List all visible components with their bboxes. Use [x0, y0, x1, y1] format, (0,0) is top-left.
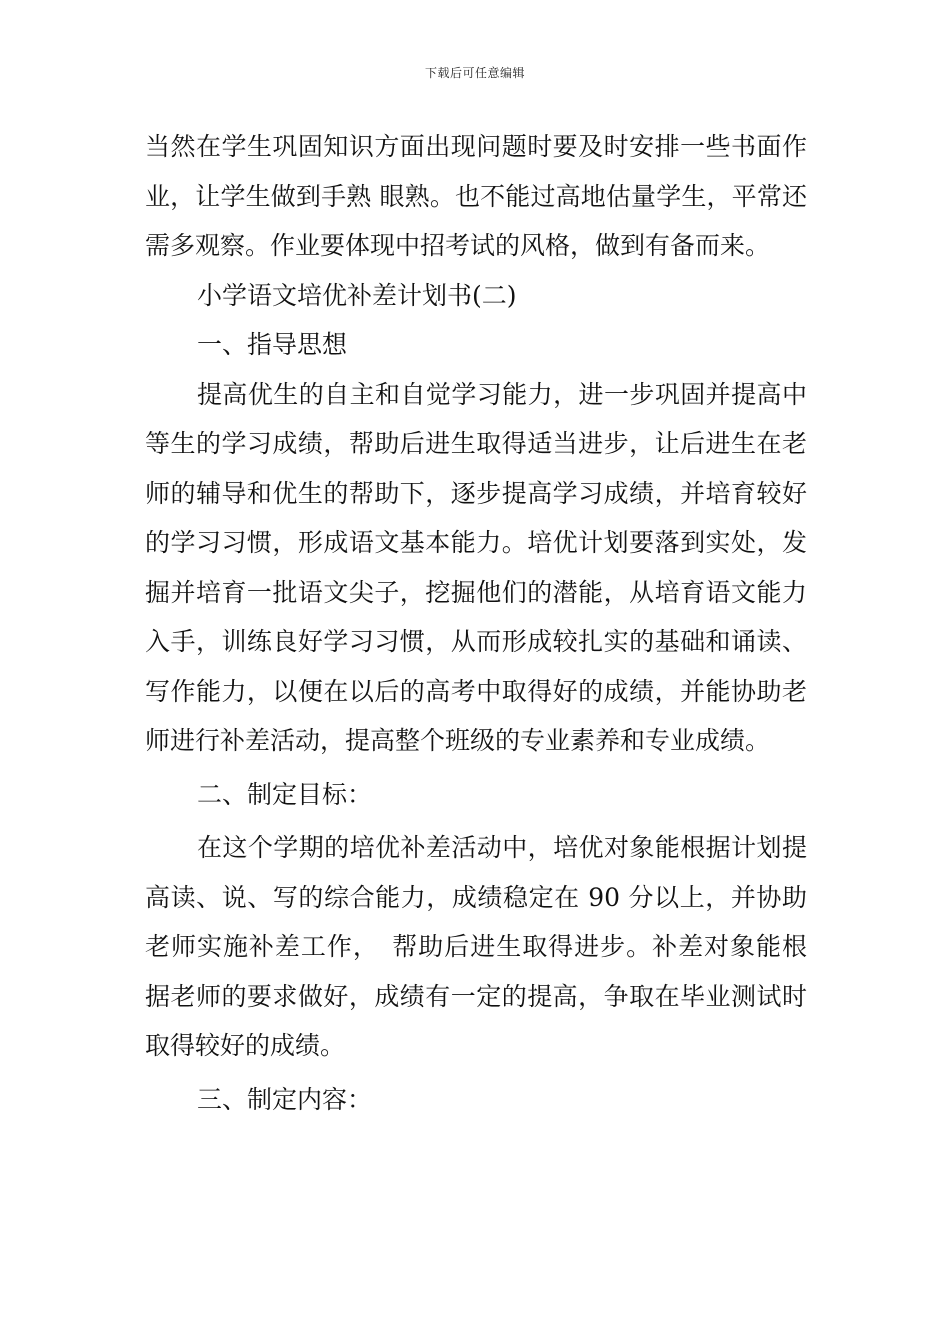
- section-heading-goals: 二、制定目标：: [197, 779, 373, 809]
- paragraph-goals: 在这个学期的培优补差活动中，培优对象能根据计划提高读、说、写的综合能力，成绩稳定在 90 分以上，并协助老师实施补差工作， 帮助后进生取得进步。补差对象能根据老师的要求做好，成绩有一定的提高，争取在毕业测试时取得较好的成绩。: [145, 833, 807, 1060]
- paragraph-guiding-thought: 提高优生的自主和自觉学习能力，进一步巩固并提高中等生的学习成绩，帮助后进生取得适当进步，让后进生在老师的辅导和优生的帮助下，逐步提高学习成绩，并培育较好的学习习惯，形成语文基本能力。培优计划要落到实处，发掘并培育一批语文尖子，挖掘他们的潜能，从培育语文能力入手，训练良好学习习惯，从而形成较扎实的基础和诵读、写作能力，以便在以后的高考中取得好的成绩，并能协助老师进行补差活动，提高整个班级的专业素养和专业成绩。: [145, 379, 807, 755]
- section-heading-guiding-thought: 一、指导思想: [197, 330, 348, 359]
- section-heading-content: 三、制定内容：: [197, 1084, 373, 1114]
- paragraph-continuation: 当然在学生巩固知识方面出现问题时要及时安排一些书面作业，让学生做到手熟 眼熟。也不能过高地估量学生，平常还需多观察。作业要体现中招考试的风格，做到有备而来。: [145, 132, 807, 260]
- document-body: [145, 122, 807, 1124]
- page-header-note: 下载后可任意编辑: [424, 66, 525, 80]
- document-title: 小学语文培优补差计划书(二): [197, 280, 517, 310]
